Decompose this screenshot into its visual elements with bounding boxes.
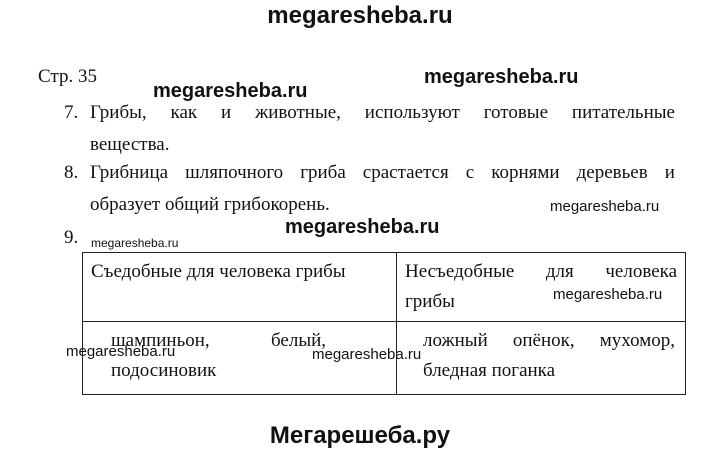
edible-list-line-2: подосиновик xyxy=(111,360,217,381)
edible-header: Съедобные для человека грибы xyxy=(91,261,346,282)
word: как xyxy=(170,102,198,123)
watermark-small-1: megaresheba.ru xyxy=(550,198,660,215)
word: готовые xyxy=(483,102,549,123)
word: для xyxy=(545,261,574,282)
word: ложный xyxy=(423,330,488,351)
item-number: 8. xyxy=(64,162,79,183)
watermark-small-5: megaresheba.ru xyxy=(312,346,422,363)
inedible-header-line-2: грибы xyxy=(405,291,455,312)
word: мухомор, xyxy=(599,330,675,351)
word: деревьев xyxy=(576,162,648,183)
edible-header-cell xyxy=(83,253,397,322)
word: корнями xyxy=(491,162,560,183)
watermark-small-2: megaresheba.ru xyxy=(91,236,179,250)
word: с xyxy=(465,162,475,183)
answer-item-7 xyxy=(0,97,720,161)
watermark-small-4: megaresheba.ru xyxy=(66,343,176,360)
item-8-line-1 xyxy=(90,157,675,189)
inedible-list xyxy=(397,322,685,390)
inedible-list-cell xyxy=(397,322,686,395)
word: срастается xyxy=(362,162,449,183)
item-7-line-1 xyxy=(90,97,675,129)
word: животные, xyxy=(255,102,341,123)
word: и xyxy=(664,162,675,183)
word: шампиньон, xyxy=(111,330,210,351)
watermark-mid-3: megaresheba.ru xyxy=(285,216,440,238)
word: гриба xyxy=(300,162,346,183)
word: питательные xyxy=(571,102,675,123)
watermark-top: megaresheba.ru xyxy=(267,2,453,29)
inedible-list-line-1 xyxy=(423,326,675,356)
word: используют xyxy=(364,102,460,123)
watermark-bottom: Мегарешеба.ру xyxy=(269,422,451,449)
inedible-header-line-1 xyxy=(405,257,677,287)
fungi-table xyxy=(82,252,686,395)
word: Несъедобные xyxy=(405,261,515,282)
item-8-line-2: образует общий грибокорень. xyxy=(90,194,330,215)
page-label: Стр. 35 xyxy=(38,66,97,87)
word: и xyxy=(221,102,232,123)
item-number: 9. xyxy=(64,227,79,248)
watermark-small-3: megaresheba.ru xyxy=(553,286,663,303)
word: человека xyxy=(605,261,677,282)
word: опёнок, xyxy=(512,330,575,351)
word: белый, xyxy=(270,330,326,351)
word: шляпочного xyxy=(185,162,284,183)
item-7-line-2: вещества. xyxy=(90,134,170,155)
inedible-list-line-2: бледная поганка xyxy=(423,360,556,381)
watermark-mid-2: megaresheba.ru xyxy=(424,66,579,88)
word: Грибница xyxy=(90,162,169,183)
word: Грибы, xyxy=(90,102,147,123)
item-number: 7. xyxy=(64,102,79,123)
watermark-mid-1: megaresheba.ru xyxy=(153,80,308,102)
